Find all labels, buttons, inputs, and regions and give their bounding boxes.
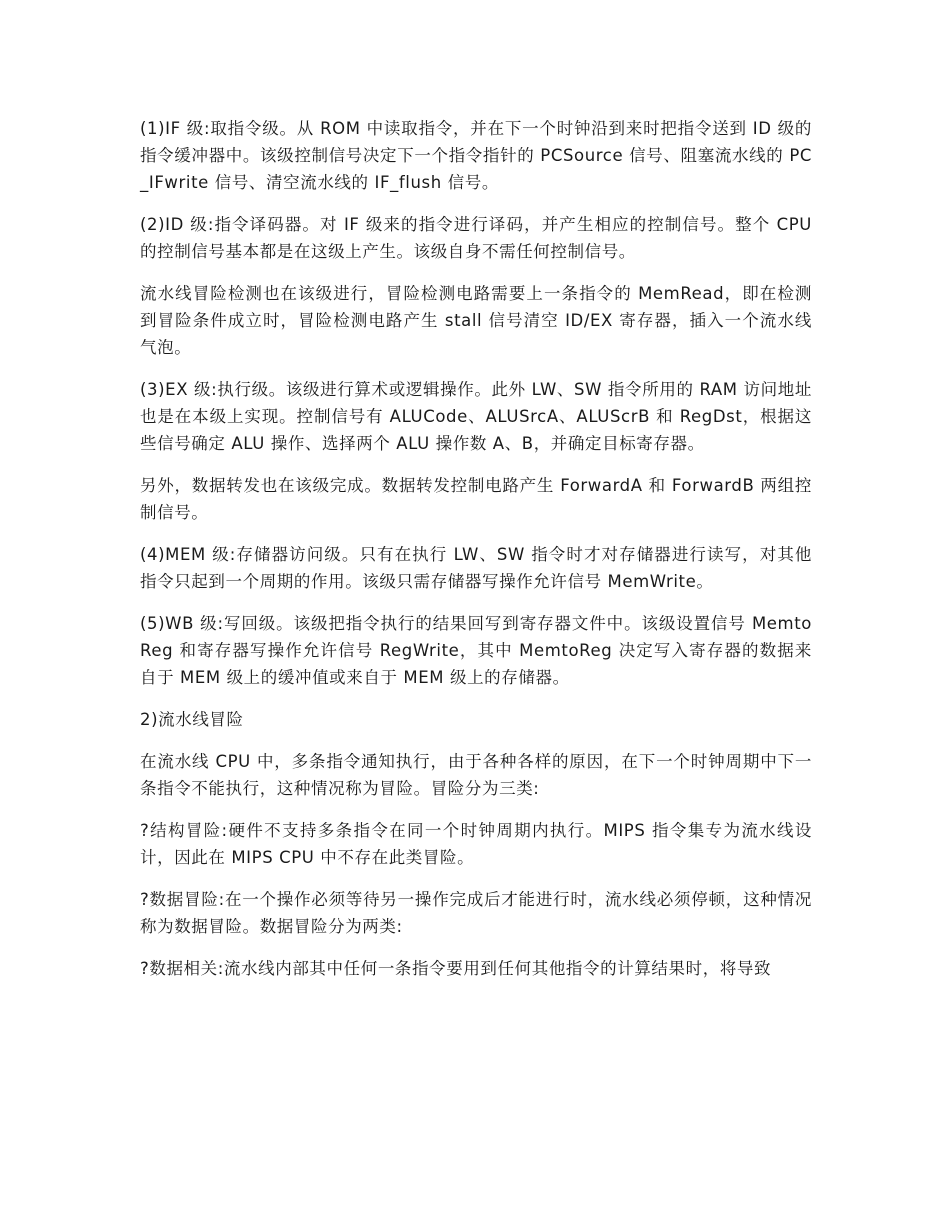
- document-page: [140, 115, 812, 997]
- paragraph-hazard-intro: 在流水线 CPU 中，多条指令通知执行，由于各种各样的原因，在下一个时钟周期中下一条指令不能执行，这种情况称为冒险。冒险分为三类:: [140, 752, 812, 798]
- paragraph-hazard-detection: 流水线冒险检测也在该级进行，冒险检测电路需要上一条指令的 MemRead，即在检测到冒险条件成立时，冒险检测电路产生 stall 信号清空 ID/EX 寄存器，插入一个流水线气泡。: [140, 284, 812, 357]
- paragraph-wb-stage: (5)WB 级:写回级。该级把指令执行的结果回写到寄存器文件中。该级设置信号 MemtoReg 和寄存器写操作允许信号 RegWrite，其中 MemtoReg 决定写入寄存器的数据来自于 MEM 级上的缓冲值或来自于 MEM 级上的存储器。: [140, 614, 812, 687]
- paragraph-data-hazard: ?数据冒险:在一个操作必须等待另一操作完成后才能进行时，流水线必须停顿，这种情况称为数据冒险。数据冒险分为两类:: [140, 890, 812, 936]
- paragraph-mem-stage: (4)MEM 级:存储器访问级。只有在执行 LW、SW 指令时才对存储器进行读写，对其他指令只起到一个周期的作用。该级只需存储器写操作允许信号 MemWrite。: [140, 545, 812, 591]
- paragraph-data-dependency: ?数据相关:流水线内部其中任何一条指令要用到任何其他指令的计算结果时，将导致: [140, 959, 772, 978]
- paragraph-forwarding: 另外，数据转发也在该级完成。数据转发控制电路产生 ForwardA 和 ForwardB 两组控制信号。: [140, 476, 812, 522]
- paragraph-structural-hazard: ?结构冒险:硬件不支持多条指令在同一个时钟周期内执行。MIPS 指令集专为流水线设计，因此在 MIPS CPU 中不存在此类冒险。: [140, 821, 812, 867]
- paragraph-if-stage: (1)IF 级:取指令级。从 ROM 中读取指令，并在下一个时钟沿到来时把指令送到 ID 级的指令缓冲器中。该级控制信号决定下一个指令指针的 PCSource 信号、阻塞流水线的 PC_IFwrite 信号、清空流水线的 IF_flush 信号。: [140, 119, 812, 192]
- paragraph-id-stage: (2)ID 级:指令译码器。对 IF 级来的指令进行译码，并产生相应的控制信号。整个 CPU 的控制信号基本都是在这级上产生。该级自身不需任何控制信号。: [140, 215, 812, 261]
- paragraph-ex-stage: (3)EX 级:执行级。该级进行算术或逻辑操作。此外 LW、SW 指令所用的 RAM 访问地址也是在本级上实现。控制信号有 ALUCode、ALUSrcA、ALUScrB 和 RegDst，根据这些信号确定 ALU 操作、选择两个 ALU 操作数 A、B，并确定目标寄存器。: [140, 380, 812, 453]
- section-heading-pipeline-hazards: 2)流水线冒险: [140, 710, 244, 729]
